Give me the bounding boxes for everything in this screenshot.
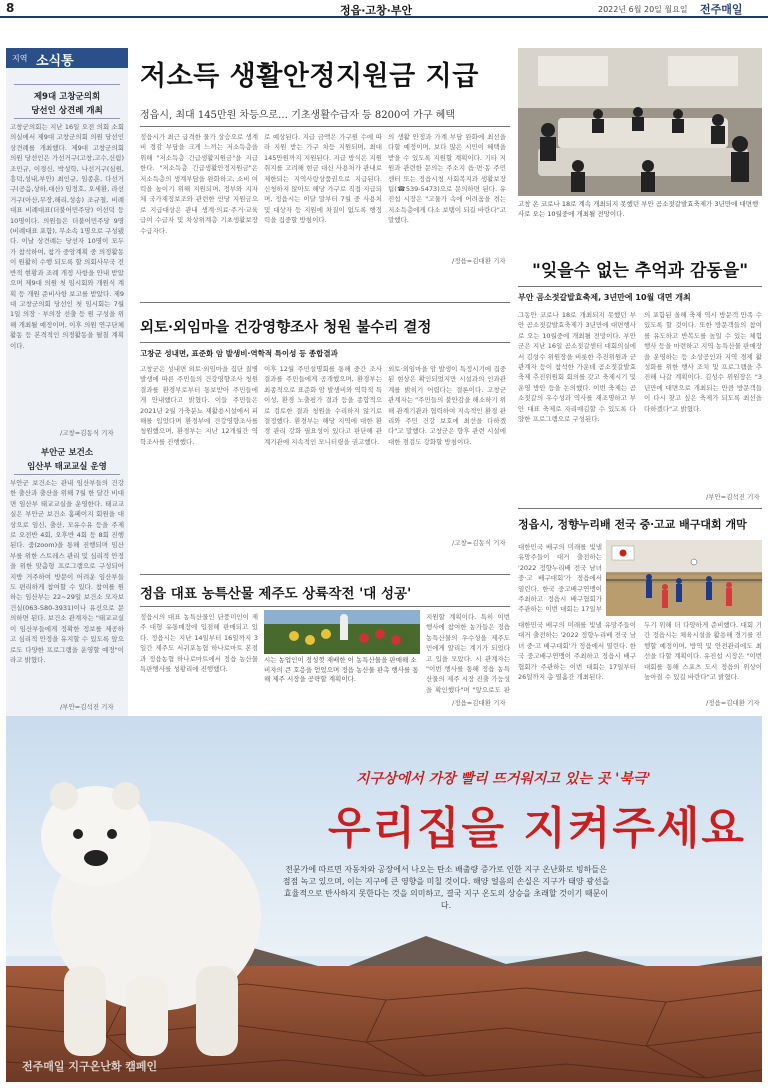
article1-column2: 로 예상된다. 지급 금액은 가구원 수에 따라 지원 받는 가구 차등 지원되며, 최대 145만원까지 지원된다. 지급 방식은 지원 취지를 고려해 현금 대신 사용처가 관내로 제한되는 지역사랑상품권으로 지급된다. 신청하지 않아도 해당 가구로 직접 지급되며, 정읍시는 이달 말부터 7월 중 사용처 및 대상자 등 지원에 차질이 없도록 행정력을 집중할 방침이다. bbox=[264, 133, 382, 225]
article1-column3: 의 생활 안정과 가계 부담 완화에 최선을 다할 예정이며, 보다 많은 시민이 혜택을 받을 수 있도록 지원할 계획이다. 기타 지원과 관련한 문의는 주소지 읍·면·동 주민센터 또는 정읍시청 사회복지과 생활보장팀(☎539-5473)으로 문의하면 된다. 유진섭 시장은 "고물가 속에 어려움을 겪는 저소득층에게 다소 보탬이 되길 바란다"고 말했다. bbox=[388, 133, 506, 225]
article4-column2: 두기 위해 더 다양하게 준비했다. 대회 기간 정읍시는 체육시설을 활용해 경기를 진행할 예정이며, 방역 및 안전관리에도 최선을 다할 계획이다. 유진섭 시장은 "이번 대회를 통해 스포츠 도시 정읍의 위상이 높아질 수 있길 바란다"고 밝혔다. bbox=[644, 621, 762, 682]
ad-footer: 전주매일 지구온난화 캠페인 bbox=[22, 1060, 158, 1073]
article1-byline: /정읍=김대환 기자 bbox=[452, 257, 506, 265]
divider bbox=[140, 342, 510, 343]
sidebar-item2-byline: /부안=김석진 기자 bbox=[60, 703, 114, 711]
article3-subhead: 고창군 성내면, 표준화 암 발생비·역학적 특이성 등 종합결과 bbox=[140, 349, 338, 358]
article4-column1: 대한민국 배구의 미래를 빛낼 유망주들이 대거 출전하는 '2022 정향누리배 전국 남녀 중·고 배구대회'가 정읍에서 열린다. 한국 중고배구연맹이 주최하고 정읍시 배구협회가 주관하는 이번 대회는 17일부 bbox=[518, 543, 602, 614]
sidebar-item1-title-line1: 제9대 고창군의회 bbox=[33, 92, 101, 102]
meeting-photo bbox=[518, 48, 762, 196]
divider bbox=[140, 606, 510, 607]
page-number: 8 bbox=[6, 1, 15, 15]
divider bbox=[518, 508, 762, 509]
sidebar-item1-title-line2: 당선인 상견례 개최 bbox=[31, 106, 103, 116]
climate-campaign-ad bbox=[6, 716, 762, 1082]
article5-column1: 정읍시의 대표 농특산물인 단풍미인이 제주 대형 유통매장에 입점해 판매되고 있다. 정읍시는 지난 14일부터 16일까지 3일간 제주도 서귀포농협 하나로마트 본점과 정읍농협 하나로마트에서 정읍 농산물 특판행사를 성황리에 진행했다. bbox=[140, 613, 258, 674]
newspaper-name: 전주매일 bbox=[700, 3, 743, 16]
divider bbox=[14, 474, 120, 475]
article2-headline: "잊을수 없는 추억과 감동을" bbox=[532, 261, 749, 281]
article4-column1-continued: 대한민국 배구의 미래를 빛낼 유망주들이 대거 출전하는 '2022 정향누리배 전국 남녀 중·고 배구대회'가 정읍에서 열린다. 한국 중고배구연맹이 주최하고 정읍시 배구협회가 주관하는 이번 대회는 17일부터 26일까지 총 열흘간 개최된다. bbox=[518, 621, 636, 682]
sidebar-title: 소식통 bbox=[36, 54, 74, 69]
sidebar-header bbox=[6, 48, 128, 68]
divider bbox=[140, 302, 510, 303]
meeting-photo-image bbox=[518, 48, 762, 196]
article3-column2: 이후 12월 주민설명회를 통해 중간 조사결과를 주민들에게 공개했으며, 환경부는 최종적으로 표준화 암 발생비와 역학적 특이성, 환경 노출평가 결과 등을 종합적으로 검토한 결과 청원을 수리하지 않기로 결정했다. 환경부는 해당 지역에 대한 환경 관리 강화 필요성이 있다고 판단해 관계기관에 지속적인 모니터링을 권고했다. bbox=[264, 365, 382, 446]
produce-photo-caption: 시는 농업인이 정성껏 재배한 이 농특산물을 판매해 소비자의 큰 호응을 얻었으며 정읍 농산물 판촉 행사를 통해 제주 시장을 공략할 계획이다. bbox=[264, 656, 419, 684]
issue-date: 2022년 6월 20일 월요일 bbox=[598, 5, 688, 14]
article4-byline: /정읍=김대환 기자 bbox=[706, 699, 760, 707]
divider bbox=[518, 286, 762, 287]
divider bbox=[14, 84, 120, 85]
volleyball-photo-image bbox=[606, 540, 762, 616]
article2-byline: /부안=김석진 기자 bbox=[706, 493, 760, 501]
ad-tagline: 지구상에서 가장 빨리 뜨거워지고 있는 곳 '북극' bbox=[356, 771, 651, 787]
article5-byline: /정읍=김대환 기자 bbox=[452, 699, 506, 707]
produce-photo bbox=[264, 610, 420, 654]
ad-body-text: 전문가에 따르면 자동차와 공장에서 나오는 탄소 배출량 증가로 인한 지구 온난화로 빙하들은 점점 녹고 있으며, 이는 지구에 큰 영향을 미칠 것이다. 해양 얼음의 손실은 지구가 태양 광선을 효율적으로 반사하지 못한다는 것을 의미하고, 결국 지구 온도의 상승을 초래할 것이기 때문이다. bbox=[282, 865, 610, 910]
divider bbox=[14, 118, 120, 119]
article3-column3: 외토·외임마을 암 발생이 특정시기에 집중된 현상은 확인되었지만 시설과의 인과관계를 밝히기 어렵다는 결론이다. 고창군 관계자는 "주민들의 불안감을 해소하기 위해 관계기관과 협력하여 지속적인 환경 관리와 주민 건강 보호에 최선을 다하겠다"고 말했다. 고창군은 향후 관련 시설에 대한 점검도 강화할 방침이다. bbox=[388, 365, 506, 446]
section-title: 정읍·고창·부안 bbox=[340, 4, 413, 17]
sidebar-item2-body: 부안군 보건소는 관내 임산부들의 건강한 출산과 출산을 위해 7월 한 달간 비대면 임산부 태교교실을 운영한다. 태교교실은 부안군 보건소 홈페이지 회원을 대상으로 임신, 출산, 모유수유 등을 주제로 오전반 4회, 오후반 4회 등 8회 진행된다. 줌(zoom)을 통해 진행되며 임산부를 위한 스트레스 관리 및 심리적 안정을 위한 맞춤형 프로그램으로 구성되어 지방 거주하여 방문이 어려운 임산부들도 편리하게 참여할 수 있다. 참여를 원하는 임산부는 22~29일 보건소 모자보건실(063-580-3931)이나 유선으로 문의하면 된다. 보건소 관계자는 "태교교실이 임산부들에게 정확한 정보를 제공하고 심리적 안정을 유지할 수 있도록 앞으로도 다양한 프로그램을 운영할 예정"이라고 밝혔다. bbox=[10, 479, 124, 664]
polar-bear-icon bbox=[16, 746, 286, 1066]
sidebar-item2-title-line2: 임산부 태교교실 운영 bbox=[27, 462, 107, 472]
divider bbox=[140, 574, 510, 575]
article1-headline: 저소득 생활안정지원금 지급 bbox=[140, 61, 479, 92]
page-header bbox=[0, 0, 768, 18]
sidebar-item1-byline: /고창=김동식 기자 bbox=[60, 429, 114, 437]
produce-photo-image bbox=[264, 610, 420, 654]
article2-subhead: 부안 곰소젓갈발효축제, 3년만에 10월 대면 개최 bbox=[518, 293, 691, 302]
article1-column1: 정읍시가 최근 급격한 물가 상승으로 생계비 경감 부담을 크게 느끼는 저소득층을 위해 "저소득층 긴급생활지원금"을 지급한다. "저소득층 긴급생활안정지원금"은 저소득층의 생계부담을 완화하고, 소비 여력을 높이기 위해 지원되며, 정부와 지자체 국가재정보조와 관련한 인당 지원금으로 지급대상은 관내 생계·의료·주거·교육 급여 수급자 및 차상위계층 기초생활보장 수급자다. bbox=[140, 133, 258, 235]
ad-headline: 우리집을 지켜주세요 bbox=[328, 803, 746, 854]
divider bbox=[140, 126, 510, 127]
article5-headline: 정읍 대표 농특산물 제주도 상륙작전 '대 성공' bbox=[140, 586, 412, 602]
meeting-photo-caption: 고창 온 코로나 18로 계속 개최되지 못했던 부안 곰소젓갈발효축제가 3년만에 대면행사로 오는 10월중에 개최될 전망이다. bbox=[518, 200, 759, 218]
article3-byline: /고창=김동식 기자 bbox=[452, 539, 506, 547]
article2-column1: 그동안 코로나 18로 개최되지 못했던 부안 곰소젓갈발효축제가 3년만에 대면행사로 오는 10월중에 개최될 전망이다. 부안군은 지난 16일 곰소젓갈센터 대회의실에서 김성수 위원장을 비롯한 추진위원과 군 관계자 등이 참석한 가운데 곰소젓갈발효축제 추진위원회 회의를 갖고 축제시기 및 운영 방안 등을 논의했다. 이번 축제는 곰소젓갈의 우수성과 역사를 재조명하고 부안 대표 축제로 자리매김할 수 있도록 다양한 프로그램으로 구성된다. bbox=[518, 311, 636, 424]
article4-headline: 정읍시, 정향누리배 전국 중·고교 배구대회 개막 bbox=[518, 518, 747, 531]
article1-subhead: 정읍시, 최대 145만원 차등으로… 기초생활수급자 등 8200여 가구 혜택 bbox=[140, 110, 455, 121]
volleyball-photo bbox=[606, 540, 762, 616]
sidebar-kicker: 지역 bbox=[12, 54, 28, 63]
sidebar-item2-title-line1: 부안군 보건소 bbox=[40, 448, 94, 458]
article3-headline: 외토·외임마을 건강영향조사 청원 불수리 결정 bbox=[140, 319, 432, 336]
article5-column2: 지원할 계획이다. 특히 이번 행사에 참여한 농가들은 정읍 농특산물의 우수성을 제주도민에게 알리는 계기가 되었다고 입을 모았다. 시 관계자는 "이번 행사를 통해 정읍 농특산물의 제주 시장 진출 가능성을 확인했다"며 "앞으로도 판 bbox=[426, 613, 510, 694]
sidebar-item1-body: 고창군의회는 지난 16일 오전 의회 소회의실에서 제9대 고창군의회 의원 당선인 상견례를 개최했다. 제9대 고창군의회 의원 당선인은 가선거구(고창,고수,신림) 조민규, 이경신, 박성학, 나선거구(심원,흥덕,성내,부안) 최인규, 임종훈, 다선거구(공음,상하,대산) 임정호, 오세환, 라선거구(아산,무장,해리,성송) 조규철, 비례대표 비례대표(더불어민주당) 이선덕 등 10명이다. 의원들은 더불어민주당 9명(비례대표 포함), 무소속 1명으로 구성됐다. 이날 상견례는 당선자 10명이 모두가 참석하여, 참가 중앙계획 중 의정활동이 원활히 수행 되도록 할 의회사무국 전반적 현황과 조례 개정 사항을 안내 받았으며 제9대 의원 첫 임시회와 개원식 계획 등 개원 준비사항 보고를 받았다. 제9대 고창군의회 당선인 첫 임시회는 7월 1일 의장 · 부의장 선출 등 원 구성을 위해 개최될 예정이며, 이후 의원 연구단체 활동 등 본격적인 의정활동을 펼칠 계획이다. bbox=[10, 123, 124, 350]
article2-column2: 의 포함된 올해 축제 역시 방문객 만족 수 있도록 할 것이다. 또한 방문객들의 참여를 유도하고 반복도를 높일 수 있는 체험행사 등을 마련하고 지역 농특산물 판매장을 운영하는 등 소상공인과 지역 경제 활성화를 위한 행사 조치 및 프로그램을 추진해 나갈 계획이다. 김성수 위원장은 "3년만에 대면으로 개최되는 만큼 방문객들이 다시 찾고 싶은 축제가 되도록 최선을 다하겠다"고 밝혔다. bbox=[644, 311, 762, 413]
article3-column1: 고창군은 성내면 외토·외임마을 집단 질병 발생에 따른 주민들의 건강영향조사 청원 결과를 환경부로부터 통보받아 주민들에게 안내했다고 밝혔다. 이들 주민들은 2021년 2월 가축분뇨 재활용시설에서 피해를 입었다며 환경부에 건강영향조사를 청원했으며, 환경부는 지난 12개월간 역학조사를 진행했다. bbox=[140, 365, 258, 446]
